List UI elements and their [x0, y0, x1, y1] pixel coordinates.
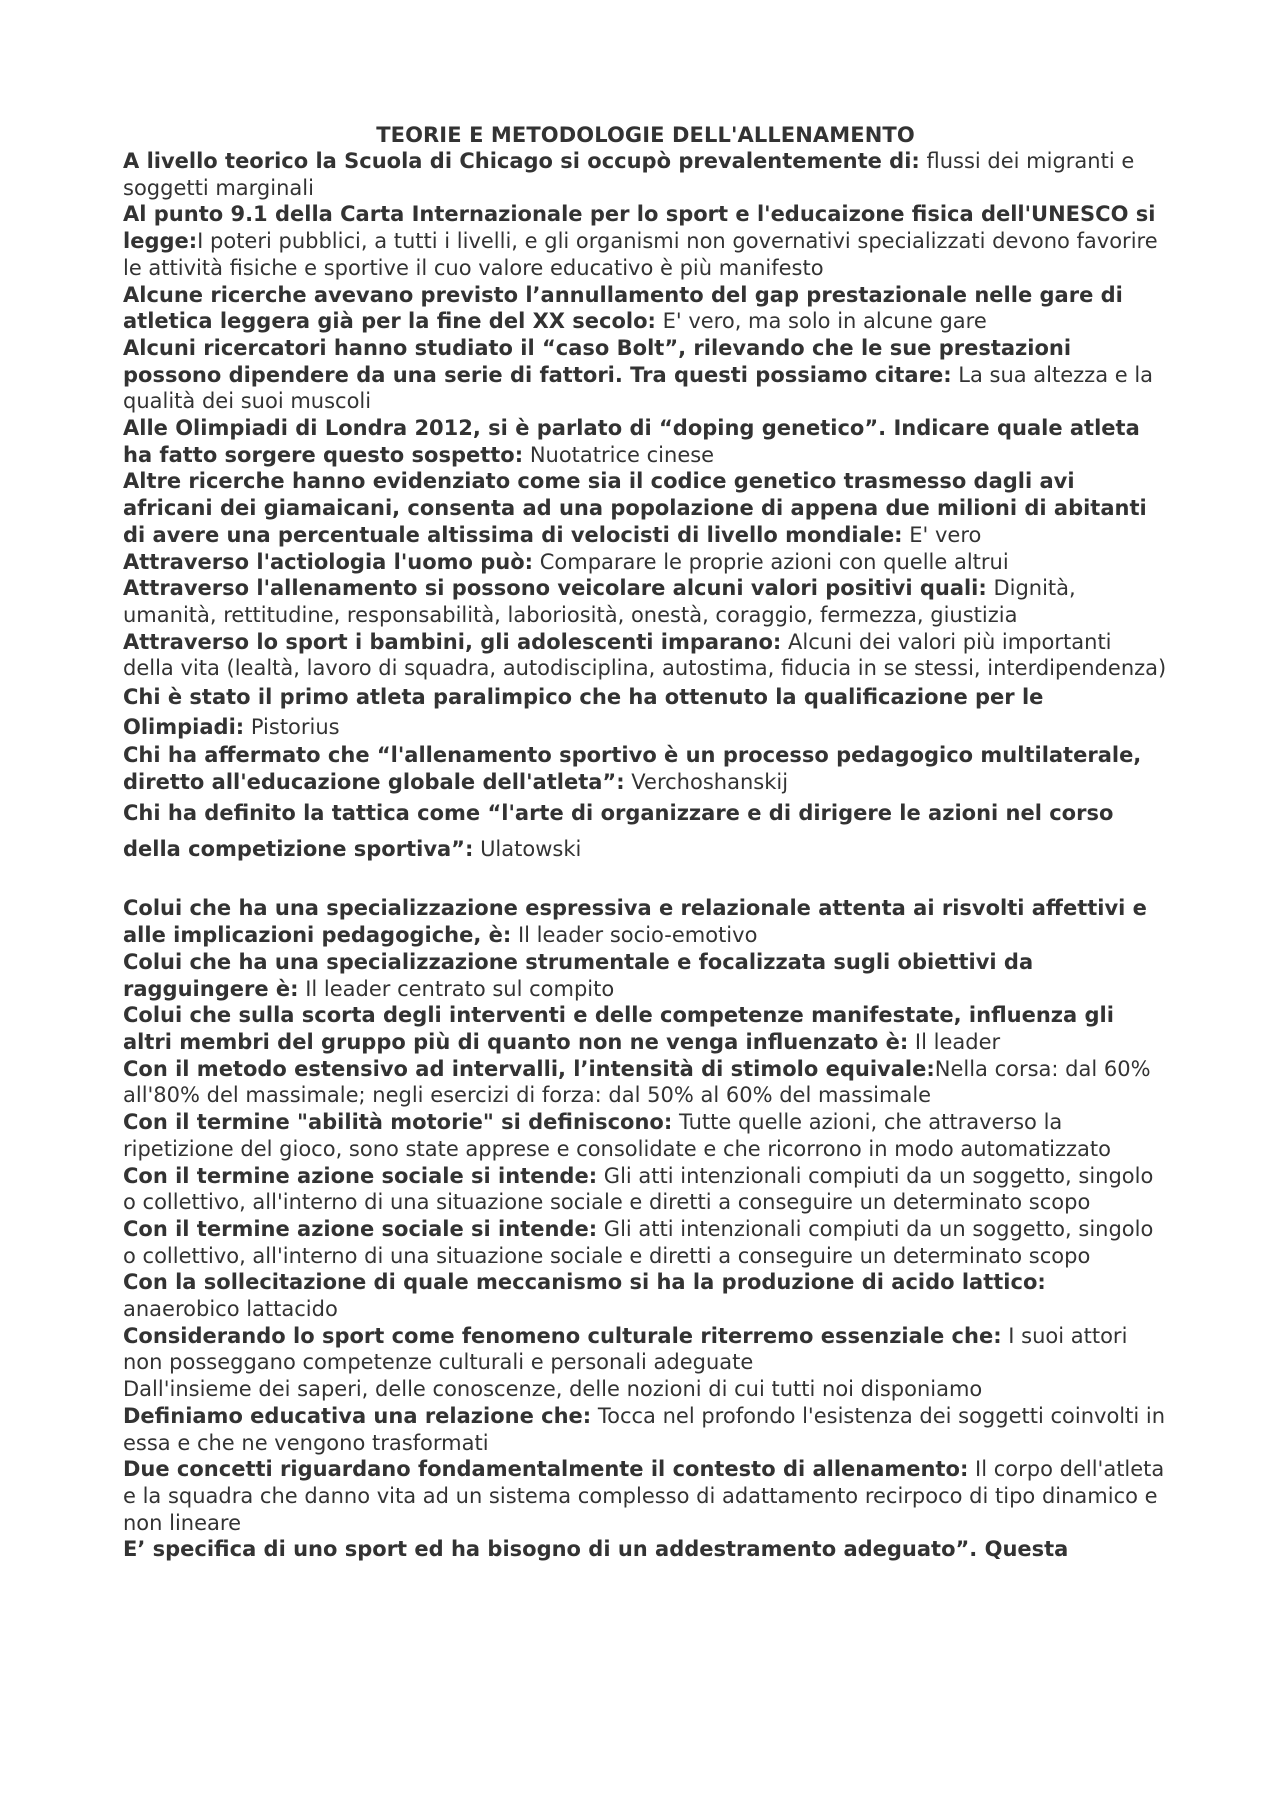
question: Alcune ricerche avevano previsto l’annullamento del gap prestazionale nelle gare di atletica leggera già per la fine del XX secolo:	[123, 282, 1123, 334]
question: Colui che ha una specializzazione espressiva e relazionale attenta ai risvolti affettivi e alle implicazioni pedagogiche, è:	[123, 896, 1147, 948]
question: Alcuni ricercatori hanno studiato il “caso Bolt”, rilevando che le sue prestazioni possono dipendere da una serie di fattori. Tra questi possiamo citare:	[123, 335, 1072, 387]
question: Al punto 9.1 della Carta Internazionale per lo sport e l'educaizone fisica dell'UNESCO si legge:	[123, 202, 1156, 254]
question: Chi è stato il primo atleta paralimpico che ha ottenuto la qualificazione per le Olimpiadi:	[123, 685, 1044, 740]
qa-entry	[123, 1323, 1168, 1376]
answer: La sua altezza e la qualità dei suoi muscoli	[123, 362, 1154, 414]
qa-entry	[123, 1056, 1168, 1109]
question: Alle Olimpiadi di Londra 2012, si è parlato di “doping genetico”. Indicare quale atleta ha fatto sorgere questo sospetto:	[123, 416, 1140, 467]
qa-entry	[123, 415, 1168, 468]
question: Attraverso l'allenamento si possono veicolare alcuni valori positivi quali:	[123, 576, 987, 601]
qa-entry	[123, 335, 1168, 415]
qa-entry	[123, 1163, 1168, 1216]
question: Chi ha affermato che “l'allenamento sportivo è un processo pedagogico multilaterale, diretto all'educazione globale dell'atleta”:	[123, 743, 1142, 794]
answer: Nuotatrice cinese	[523, 442, 715, 467]
question: A livello teorico la Scuola di Chicago si occupò prevalentemente di:	[123, 149, 920, 173]
answer: Comparare le proprie azioni con quelle altrui	[533, 549, 1009, 574]
answer: Alcuni dei valori più importanti della vita (lealtà, lavoro di squadra, autodisciplina, autostima, fiducia in se stessi, interdipendenza)	[123, 629, 1167, 681]
question: Definiamo educativa una relazione che:	[123, 1403, 592, 1428]
answer: I poteri pubblici, a tutti i livelli, e gli organismi non governativi specializzati devono favorire le attività fisiche e sportive il cuo valore educativo è più manifesto	[123, 229, 1158, 280]
answer: Pistorius	[244, 715, 340, 740]
qa-entry	[123, 895, 1168, 948]
question: Con il metodo estensivo ad intervalli, l’intensità di stimolo equivale:	[123, 1056, 935, 1081]
answer: Il leader centrato sul compito	[298, 976, 615, 1001]
answer: Il corpo dell'atleta e la squadra che danno vita ad un sistema complesso di adattamento recirpoco di tipo dinamico e non lineare	[123, 1457, 1165, 1535]
answer: Tutte quelle azioni, che attraverso la ripetizione del gioco, sono state apprese e consolidate e che ricorrono in modo automatizzato	[123, 1110, 1112, 1161]
question: E’ specifica di uno sport ed ha bisogno di un addestramento adeguato”. Questa	[123, 1537, 1069, 1562]
question: Con il termine azione sociale si intende:	[123, 1163, 598, 1188]
question: Colui che sulla scorta degli interventi e delle competenze manifestate, influenza gli altri membri del gruppo più di quanto non ne venga influenzato è:	[123, 1003, 1114, 1054]
question: Chi ha definito la tattica come “l'arte di organizzare e di dirigere le azioni nel corso della competizione sportiva”:	[123, 801, 1114, 862]
qa-entry	[123, 1403, 1168, 1456]
qa-entry	[123, 148, 1168, 201]
qa-entry	[123, 1002, 1168, 1055]
answer: Il leader	[908, 1029, 1001, 1054]
qa-entry	[123, 282, 1168, 335]
answer: Ulatowski	[473, 837, 582, 862]
question: Altre ricerche hanno evidenziato come sia il codice genetico trasmesso dagli avi africani dei giamaicani, consenta ad una popolazione di appena due milioni di abitanti di avere una percentuale altissima di velocisti di livello mondiale:	[123, 469, 1147, 547]
qa-entry	[123, 549, 1168, 576]
question: Con il termine azione sociale si intende:	[123, 1216, 598, 1241]
qa-entry	[123, 1376, 1168, 1403]
qa-entry	[123, 201, 1168, 281]
answer: Gli atti intenzionali compiuti da un soggetto, singolo o collettivo, all'interno di una situazione sociale e diretti a conseguire un determinato scopo	[123, 1163, 1154, 1215]
answer: anaerobico lattacido	[123, 1297, 338, 1322]
qa-entry	[123, 629, 1168, 682]
document-title: TEORIE E METODOLOGIE DELL'ALLENAMENTO	[376, 123, 915, 147]
qa-entry	[123, 468, 1168, 548]
document-body	[123, 122, 1168, 1563]
qa-entry	[123, 1269, 1168, 1322]
answer: Il leader socio-emotivo	[511, 923, 758, 948]
qa-entry	[123, 1456, 1168, 1536]
answer: E' vero, ma solo in alcune gare	[655, 309, 987, 334]
question: Attraverso l'actiologia l'uomo può:	[123, 549, 534, 574]
question: Colui che ha una specializzazione strumentale e focalizzata sugli obiettivi da ragguingere è:	[123, 949, 1034, 1001]
question: Due concetti riguardano fondamentalmente il contesto di allenamento:	[123, 1457, 969, 1482]
answer: Dall'insieme dei saperi, delle conoscenze, delle nozioni di cui tutti noi disponiamo	[123, 1377, 983, 1402]
question: Con la sollecitazione di quale meccanismo si ha la produzione di acido lattico:	[123, 1270, 1046, 1295]
answer: Dignità, umanità, rettitudine, responsabilità, laboriosità, onestà, coraggio, fermezza, giustizia	[123, 576, 1076, 627]
qa-entry	[123, 742, 1168, 795]
qa-entry	[123, 795, 1168, 867]
answer: Nella corsa: dal 60% all'80% del massimale; negli esercizi di forza: dal 50% al 60% del massimale	[123, 1056, 1151, 1108]
question: Considerando lo sport come fenomeno culturale riterremo essenziale che:	[123, 1323, 1002, 1348]
answer: E' vero	[902, 522, 982, 547]
qa-entry	[123, 1216, 1168, 1269]
answer: I suoi attori non posseggano competenze culturali e personali adeguate	[123, 1323, 1128, 1375]
answer: Gli atti intenzionali compiuti da un soggetto, singolo o collettivo, all'interno di una situazione sociale e diretti a conseguire un determinato scopo	[123, 1216, 1154, 1268]
answer: Tocca nel profondo l'esistenza dei soggetti coinvolti in essa e che ne vengono trasformati	[123, 1403, 1166, 1455]
qa-entry	[123, 949, 1168, 1002]
qa-entry	[123, 682, 1168, 742]
answer: Verchoshanskij	[624, 769, 789, 794]
qa-entry	[123, 575, 1168, 628]
answer: flussi dei migranti e soggetti marginali	[123, 149, 1135, 200]
question: Con il termine "abilità motorie" si definiscono:	[123, 1110, 673, 1135]
qa-entry	[123, 1536, 1168, 1563]
qa-entry	[123, 1109, 1168, 1162]
question: Attraverso lo sport i bambini, gli adolescenti imparano:	[123, 629, 782, 654]
